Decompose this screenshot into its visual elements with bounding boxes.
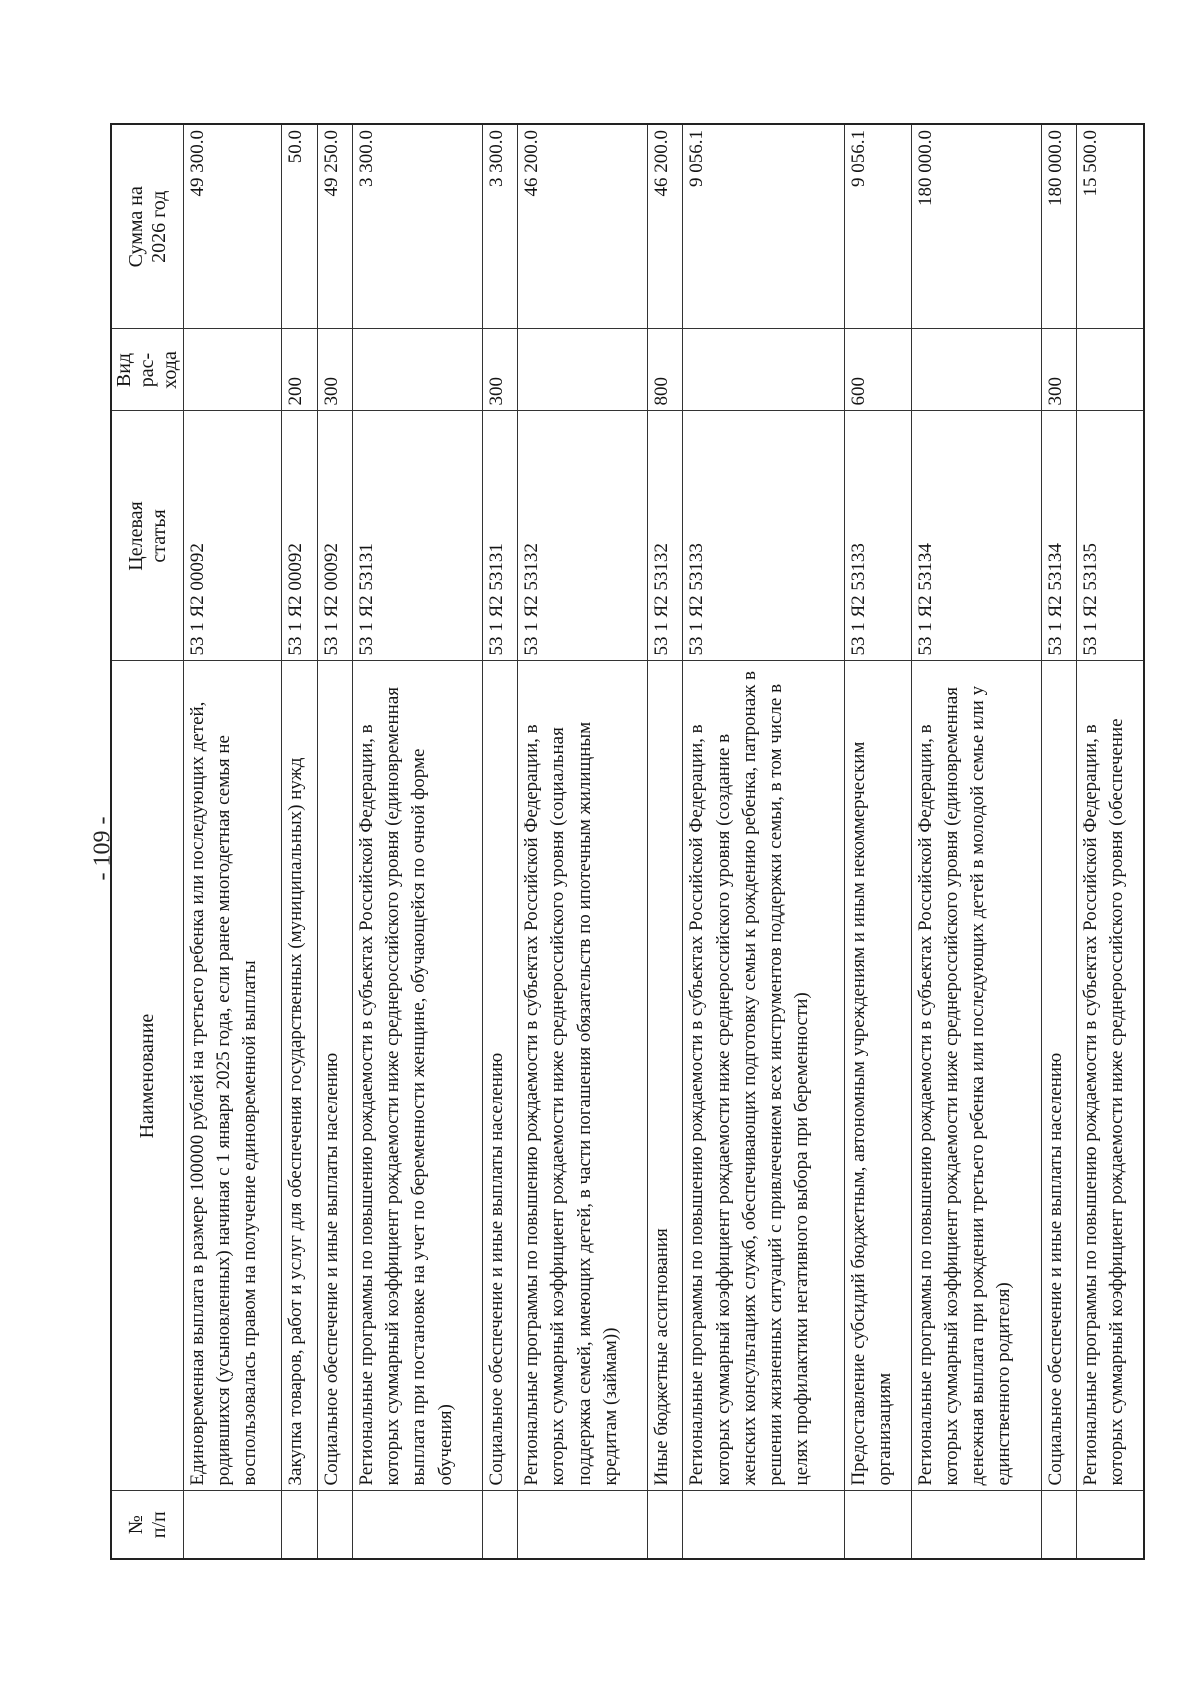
cell-article: 53 1 Я2 53133 (844, 411, 911, 661)
cell-name: Региональные программы по повышению рождаемости в субъектах Российской Федерации, в которых суммарный коэффициент рождаемости ниже среднероссийского уровня (социальная поддержка семей, имеющих детей, в части погашения обязательств по ипотечным жилищным кредитам (займам)) (518, 661, 648, 1491)
cell-article: 53 1 Я2 53131 (352, 411, 482, 661)
budget-table (110, 123, 1145, 1560)
cell-type: 300 (482, 329, 517, 411)
cell-type (518, 329, 648, 411)
header-sum: Сумма на 2026 год (111, 124, 184, 329)
cell-sum: 46 200.0 (648, 124, 683, 329)
cell-type: 800 (648, 329, 683, 411)
cell-sum: 15 500.0 (1077, 124, 1145, 329)
cell-type: 200 (282, 329, 317, 411)
page-number: - 109 - (89, 816, 116, 881)
table-row (683, 124, 845, 1559)
cell-type (352, 329, 482, 411)
cell-article: 53 1 Я2 53132 (648, 411, 683, 661)
cell-sum: 3 300.0 (482, 124, 517, 329)
cell-type: 600 (844, 329, 911, 411)
cell-num (844, 1491, 911, 1559)
table-row (648, 124, 683, 1559)
cell-sum: 180 000.0 (911, 124, 1041, 329)
table-row (282, 124, 317, 1559)
cell-article: 53 1 Я2 53135 (1077, 411, 1145, 661)
cell-name: Закупка товаров, работ и услуг для обеспечения государственных (муниципальных) нужд (282, 661, 317, 1491)
cell-num (1041, 1491, 1076, 1559)
cell-sum: 9 056.1 (683, 124, 845, 329)
cell-num (482, 1491, 517, 1559)
cell-sum: 49 250.0 (317, 124, 352, 329)
rotated-page-content (110, 125, 1145, 1560)
cell-name: Региональные программы по повышению рождаемости в субъектах Российской Федерации, в которых суммарный коэффициент рождаемости ниже среднероссийского уровня (единовременная выплата при постановке на учет по беременности женщине, обучающейся по очной форме обучения) (352, 661, 482, 1491)
cell-name: Социальное обеспечение и иные выплаты населению (317, 661, 352, 1491)
cell-name: Иные бюджетные ассигнования (648, 661, 683, 1491)
cell-type: 300 (1041, 329, 1076, 411)
cell-num (683, 1491, 845, 1559)
cell-sum: 9 056.1 (844, 124, 911, 329)
cell-article: 53 1 Я2 00092 (184, 411, 282, 661)
cell-num (1077, 1491, 1145, 1559)
header-article: Целевая статья (111, 411, 184, 661)
cell-name: Предоставление субсидий бюджетным, автономным учреждениям и иным некоммерческим организациям (844, 661, 911, 1491)
table-row (1077, 124, 1145, 1559)
cell-article: 53 1 Я2 53134 (1041, 411, 1076, 661)
cell-name: Региональные программы по повышению рождаемости в субъектах Российской Федерации, в которых суммарный коэффициент рождаемости ниже среднероссийского уровня (создание в женских консультациях служб, обеспечивающих подготовку семьи к рождению ребенка, патронаж в решении жизненных ситуаций с привлечением всех инструментов поддержки семьи, в том числе в целях профилактики негативного выбора при беременности) (683, 661, 845, 1491)
header-num: № п/п (111, 1491, 184, 1559)
table-row (482, 124, 517, 1559)
cell-name: Социальное обеспечение и иные выплаты населению (1041, 661, 1076, 1491)
cell-name: Региональные программы по повышению рождаемости в субъектах Российской Федерации, в которых суммарный коэффициент рождаемости ниже среднероссийского уровня (единовременная денежная выплата при рождении третьего ребенка или последующих детей в молодой семье или у единственного родителя) (911, 661, 1041, 1491)
cell-sum: 49 300.0 (184, 124, 282, 329)
table-row (518, 124, 648, 1559)
cell-name: Единовременная выплата в размере 100000 рублей на третьего ребенка или последующих детей, родившихся (усыновленных) начиная с 1 января 2025 года, если ранее многодетная семья не воспользовалась правом на получение единовременной выплаты (184, 661, 282, 1491)
cell-article: 53 1 Я2 53133 (683, 411, 845, 661)
table-header-row (111, 124, 184, 1559)
cell-type (1077, 329, 1145, 411)
table-row (184, 124, 282, 1559)
cell-name: Региональные программы по повышению рождаемости в субъектах Российской Федерации, в которых суммарный коэффициент рождаемости ниже среднероссийского уровня (обеспечение (1077, 661, 1145, 1491)
cell-article: 53 1 Я2 00092 (282, 411, 317, 661)
cell-sum: 3 300.0 (352, 124, 482, 329)
cell-sum: 180 000.0 (1041, 124, 1076, 329)
cell-type (911, 329, 1041, 411)
table-row (1041, 124, 1076, 1559)
cell-article: 53 1 Я2 53132 (518, 411, 648, 661)
table-row (911, 124, 1041, 1559)
cell-type (683, 329, 845, 411)
cell-num (911, 1491, 1041, 1559)
table-row (317, 124, 352, 1559)
cell-article: 53 1 Я2 53134 (911, 411, 1041, 661)
cell-type (184, 329, 282, 411)
cell-article: 53 1 Я2 53131 (482, 411, 517, 661)
cell-name: Социальное обеспечение и иные выплаты населению (482, 661, 517, 1491)
cell-num (518, 1491, 648, 1559)
cell-sum: 46 200.0 (518, 124, 648, 329)
cell-num (317, 1491, 352, 1559)
cell-num (648, 1491, 683, 1559)
cell-sum: 50.0 (282, 124, 317, 329)
table-row (352, 124, 482, 1559)
cell-num (282, 1491, 317, 1559)
cell-num (184, 1491, 282, 1559)
cell-article: 53 1 Я2 00092 (317, 411, 352, 661)
header-name: Наименование (111, 661, 184, 1491)
cell-num (352, 1491, 482, 1559)
cell-type: 300 (317, 329, 352, 411)
table-row (844, 124, 911, 1559)
header-type: Вид рас- хода (111, 329, 184, 411)
